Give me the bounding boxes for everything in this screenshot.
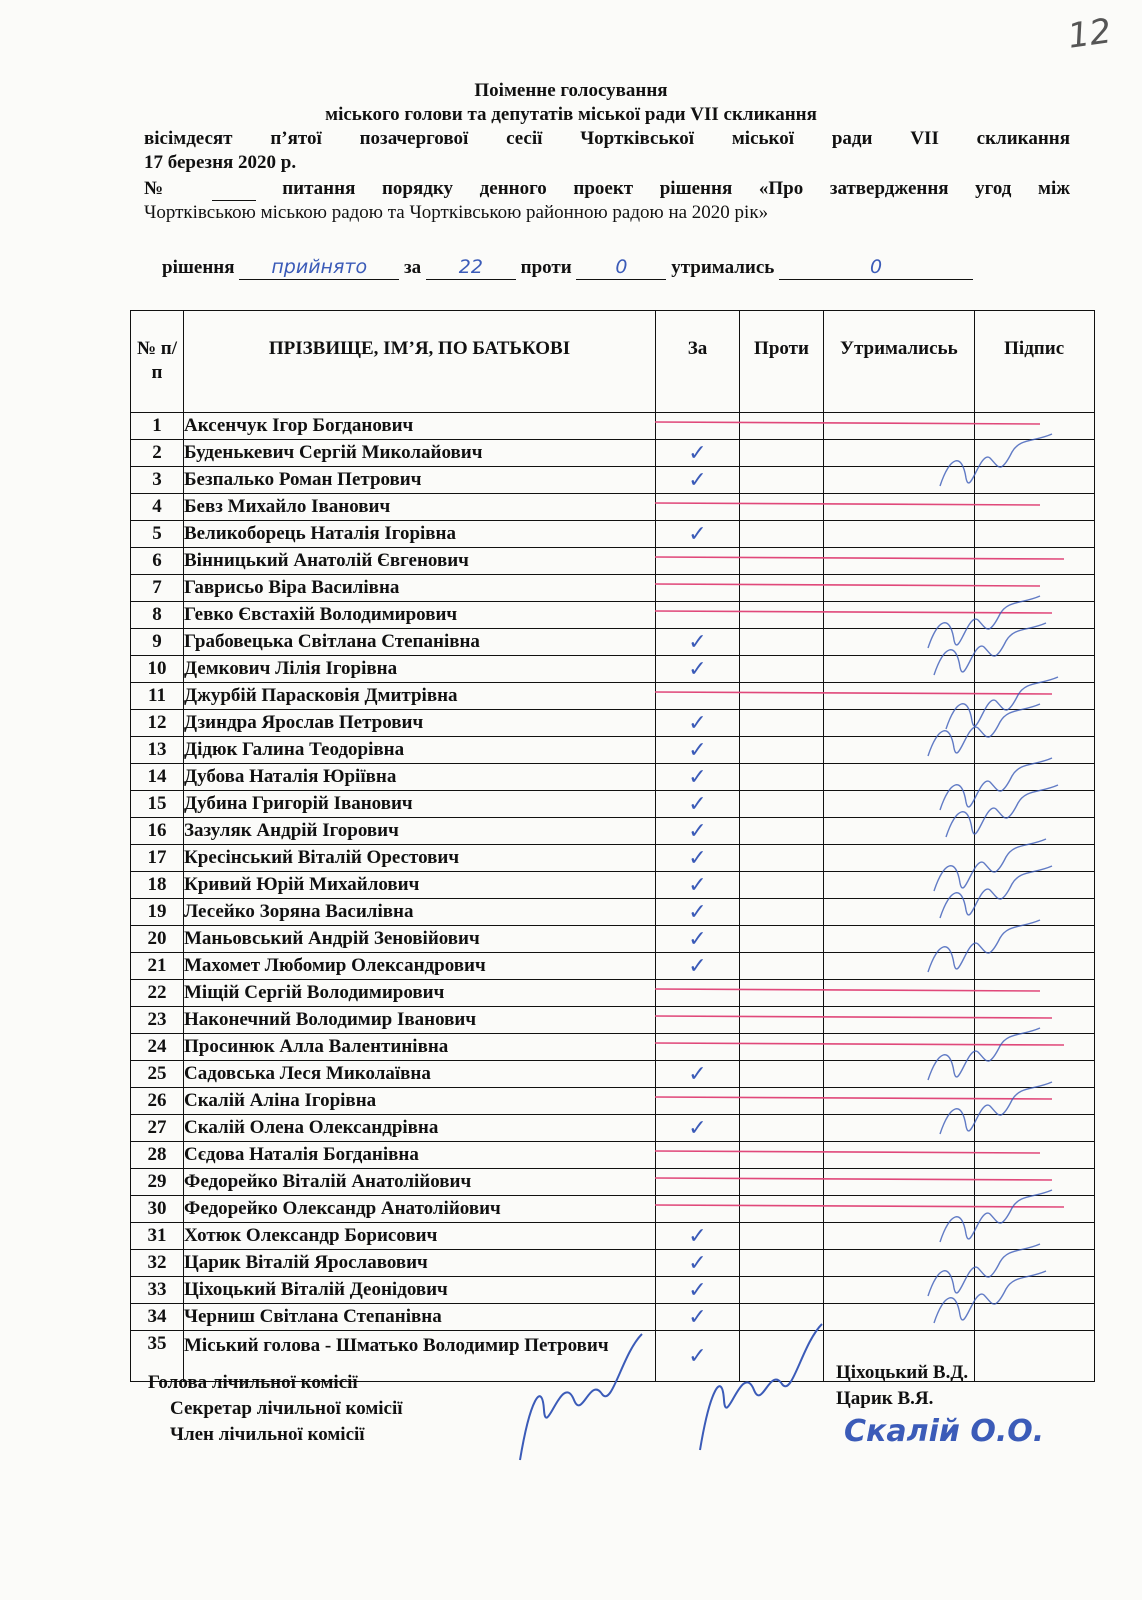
row-number: 4: [131, 494, 184, 521]
signature-cell: [974, 899, 1094, 926]
deputy-name: Великоборець Наталія Ігорівна: [184, 521, 656, 548]
signature-cell: [974, 602, 1094, 629]
secretary-label: Секретар лічильної комісії: [170, 1398, 403, 1419]
vote-for-cell: [656, 1304, 740, 1331]
deputy-name: Федорейко Олександр Анатолійович: [184, 1196, 656, 1223]
table-row: [131, 1061, 1095, 1088]
vote-for-cell: [656, 1169, 740, 1196]
table-row: [131, 980, 1095, 1007]
check-mark-icon: ✓: [688, 1115, 707, 1141]
vote-abstained-cell: [824, 1304, 975, 1331]
row-number: 3: [131, 467, 184, 494]
vote-abstained-cell: [824, 899, 975, 926]
votes-table: [130, 310, 1095, 1382]
check-mark-icon: ✓: [688, 1061, 707, 1087]
check-mark-icon: ✓: [688, 872, 707, 898]
vote-abstained-cell: [824, 1088, 975, 1115]
against-label: проти: [520, 257, 572, 278]
vote-abstained-cell: [824, 926, 975, 953]
deputy-name: Демкович Лілія Ігорівна: [184, 656, 656, 683]
row-number: 26: [131, 1088, 184, 1115]
vote-against-cell: [740, 710, 824, 737]
deputy-name: Просинюк Алла Валентинівна: [184, 1034, 656, 1061]
decision-label: рішення: [162, 257, 235, 278]
vote-abstained-cell: [824, 1115, 975, 1142]
row-number: 18: [131, 872, 184, 899]
check-mark-icon: ✓: [688, 764, 707, 790]
vote-for-cell: [656, 1115, 740, 1142]
deputy-name: Джурбій Парасковія Дмитрівна: [184, 683, 656, 710]
vote-for-cell: [656, 899, 740, 926]
row-number: 19: [131, 899, 184, 926]
table-row: [131, 602, 1095, 629]
vote-for-cell: [656, 710, 740, 737]
signature-cell: [974, 845, 1094, 872]
signature-cell: [974, 440, 1094, 467]
row-number: 23: [131, 1007, 184, 1034]
row-number: 7: [131, 575, 184, 602]
vote-abstained-cell: [824, 656, 975, 683]
deputy-name: Міський голова - Шматько Володимир Петрович: [184, 1331, 656, 1382]
row-number: 13: [131, 737, 184, 764]
signature-cell: [974, 413, 1094, 440]
check-mark-icon: ✓: [688, 818, 707, 844]
abstained-label: утримались: [671, 257, 775, 278]
vote-for-cell: [656, 845, 740, 872]
vote-against-cell: [740, 1304, 824, 1331]
vote-against-cell: [740, 1277, 824, 1304]
vote-abstained-cell: [824, 602, 975, 629]
chair-label: Голова лічильної комісії: [148, 1372, 358, 1393]
row-number: 34: [131, 1304, 184, 1331]
signature-cell: [974, 1142, 1094, 1169]
row-number: 16: [131, 818, 184, 845]
table-row: [131, 1196, 1095, 1223]
vote-for-cell: [656, 440, 740, 467]
vote-against-cell: [740, 1169, 824, 1196]
deputy-name: Дубова Наталія Юріївна: [184, 764, 656, 791]
table-row: [131, 521, 1095, 548]
row-number: 21: [131, 953, 184, 980]
signature-cell: [974, 791, 1094, 818]
deputy-name: Дубина Григорій Іванович: [184, 791, 656, 818]
signature-cell: [974, 737, 1094, 764]
vote-abstained-cell: [824, 1142, 975, 1169]
signature-cell: [974, 1331, 1094, 1382]
agenda-number-blank: [212, 178, 256, 201]
signature-cell: [974, 818, 1094, 845]
check-mark-icon: ✓: [688, 953, 707, 979]
vote-for-cell: [656, 953, 740, 980]
deputy-name: Безпалько Роман Петрович: [184, 467, 656, 494]
deputy-name: Дзиндра Ярослав Петрович: [184, 710, 656, 737]
vote-against-cell: [740, 1115, 824, 1142]
vote-abstained-cell: [824, 1061, 975, 1088]
vote-for-cell: [656, 737, 740, 764]
vote-abstained-cell: [824, 548, 975, 575]
row-number: 33: [131, 1277, 184, 1304]
row-number: 6: [131, 548, 184, 575]
vote-against-cell: [740, 980, 824, 1007]
vote-for-cell: [656, 1277, 740, 1304]
vote-against-cell: [740, 872, 824, 899]
deputy-name: Кресінський Віталій Орестович: [184, 845, 656, 872]
deputy-name: Маньовський Андрій Зеновійович: [184, 926, 656, 953]
vote-for-cell: [656, 926, 740, 953]
vote-for-cell: [656, 683, 740, 710]
deputy-name: Міщій Сергій Володимирович: [184, 980, 656, 1007]
row-number: 20: [131, 926, 184, 953]
signature-cell: [974, 1034, 1094, 1061]
vote-abstained-cell: [824, 710, 975, 737]
deputy-name: Аксенчук Ігор Богданович: [184, 413, 656, 440]
check-mark-icon: ✓: [688, 440, 707, 466]
signature-cell: [974, 953, 1094, 980]
vote-against-cell: [740, 413, 824, 440]
table-row: [131, 818, 1095, 845]
vote-against-cell: [740, 1223, 824, 1250]
agenda-number-label: №: [144, 178, 185, 199]
signature-cell: [974, 629, 1094, 656]
check-mark-icon: ✓: [688, 737, 707, 763]
signature-cell: [974, 872, 1094, 899]
check-mark-icon: ✓: [688, 791, 707, 817]
vote-abstained-cell: [824, 440, 975, 467]
col-signature-header: Підпис: [974, 311, 1094, 413]
vote-abstained-cell: [824, 1223, 975, 1250]
table-row: [131, 1169, 1095, 1196]
vote-for-cell: [656, 764, 740, 791]
table-row: [131, 737, 1095, 764]
table-row: [131, 413, 1095, 440]
agenda-line: [144, 178, 1070, 201]
row-number: 2: [131, 440, 184, 467]
signature-cell: [974, 1061, 1094, 1088]
table-row: [131, 1007, 1095, 1034]
deputy-name: Зазуляк Андрій Ігорович: [184, 818, 656, 845]
table-row: [131, 683, 1095, 710]
table-row: [131, 1088, 1095, 1115]
check-mark-icon: ✓: [688, 926, 707, 952]
row-number: 22: [131, 980, 184, 1007]
table-row: [131, 575, 1095, 602]
chair-name: Ціхоцький В.Д.: [836, 1362, 969, 1383]
deputy-name: Грабовецька Світлана Степанівна: [184, 629, 656, 656]
vote-abstained-cell: [824, 1034, 975, 1061]
table-row: [131, 845, 1095, 872]
row-number: 15: [131, 791, 184, 818]
deputy-name: Гевко Євстахій Володимирович: [184, 602, 656, 629]
vote-for-cell: [656, 1034, 740, 1061]
table-row: [131, 764, 1095, 791]
vote-abstained-cell: [824, 791, 975, 818]
deputy-name: Сєдова Наталія Богданівна: [184, 1142, 656, 1169]
for-value: 22: [458, 256, 483, 278]
deputy-name: Федорейко Віталій Анатолійович: [184, 1169, 656, 1196]
vote-abstained-cell: [824, 1277, 975, 1304]
signature-cell: [974, 1088, 1094, 1115]
vote-against-cell: [740, 521, 824, 548]
vote-for-cell: [656, 791, 740, 818]
check-mark-icon: ✓: [688, 1277, 707, 1303]
for-label: за: [404, 257, 422, 278]
check-mark-icon: ✓: [688, 845, 707, 871]
row-number: 32: [131, 1250, 184, 1277]
row-number: 1: [131, 413, 184, 440]
table-row: [131, 1142, 1095, 1169]
vote-against-cell: [740, 1331, 824, 1382]
deputy-name: Махомет Любомир Олександрович: [184, 953, 656, 980]
vote-against-cell: [740, 818, 824, 845]
vote-abstained-cell: [824, 629, 975, 656]
deputy-name: Бевз Михайло Іванович: [184, 494, 656, 521]
doc-subtitle: міського голови та депутатів міської ради VII скликання: [325, 104, 817, 125]
signature-cell: [974, 1304, 1094, 1331]
vote-for-cell: [656, 872, 740, 899]
table-row: [131, 926, 1095, 953]
vote-for-cell: [656, 1142, 740, 1169]
vote-abstained-cell: [824, 872, 975, 899]
signature-cell: [974, 467, 1094, 494]
table-row: [131, 899, 1095, 926]
col-for-header: За: [656, 311, 740, 413]
vote-against-cell: [740, 1061, 824, 1088]
vote-abstained-cell: [824, 683, 975, 710]
col-number-header: № п/п: [131, 311, 184, 413]
vote-against-cell: [740, 548, 824, 575]
vote-against-cell: [740, 629, 824, 656]
check-mark-icon: ✓: [688, 1250, 707, 1276]
row-number: 25: [131, 1061, 184, 1088]
deputy-name: Скалій Олена Олександрівна: [184, 1115, 656, 1142]
vote-abstained-cell: [824, 845, 975, 872]
vote-for-cell: [656, 602, 740, 629]
deputy-name: Вінницький Анатолій Євгенович: [184, 548, 656, 575]
vote-against-cell: [740, 1034, 824, 1061]
table-row: [131, 791, 1095, 818]
row-number: 24: [131, 1034, 184, 1061]
deputy-name: Хотюк Олександр Борисович: [184, 1223, 656, 1250]
deputy-name: Ціхоцький Віталій Деонідович: [184, 1277, 656, 1304]
vote-against-cell: [740, 575, 824, 602]
vote-abstained-cell: [824, 494, 975, 521]
row-number: 14: [131, 764, 184, 791]
vote-against-cell: [740, 602, 824, 629]
vote-against-cell: [740, 737, 824, 764]
vote-abstained-cell: [824, 818, 975, 845]
signature-cell: [974, 656, 1094, 683]
vote-abstained-cell: [824, 737, 975, 764]
signature-cell: [974, 548, 1094, 575]
signature-cell: [974, 1250, 1094, 1277]
deputy-name: Гаврисьо Віра Василівна: [184, 575, 656, 602]
signature-cell: [974, 980, 1094, 1007]
table-row: [131, 1250, 1095, 1277]
check-mark-icon: ✓: [688, 1223, 707, 1249]
row-number: 9: [131, 629, 184, 656]
table-row: [131, 467, 1095, 494]
signature-cell: [974, 1196, 1094, 1223]
decision-value: прийнято: [271, 256, 368, 278]
result-line: [162, 256, 973, 280]
vote-abstained-cell: [824, 413, 975, 440]
deputy-name: Дідюк Галина Теодорівна: [184, 737, 656, 764]
check-mark-icon: ✓: [688, 467, 707, 493]
vote-for-cell: [656, 818, 740, 845]
vote-for-cell: [656, 1223, 740, 1250]
vote-against-cell: [740, 1250, 824, 1277]
signature-cell: [974, 764, 1094, 791]
vote-against-cell: [740, 683, 824, 710]
vote-against-cell: [740, 1142, 824, 1169]
signature-cell: [974, 1277, 1094, 1304]
row-number: 10: [131, 656, 184, 683]
table-row: [131, 710, 1095, 737]
agenda-text: питання порядку денного проект рішення «Про затвердження угод між: [282, 178, 1071, 199]
vote-abstained-cell: [824, 980, 975, 1007]
deputy-name: Садовська Леся Миколаївна: [184, 1061, 656, 1088]
row-number: 29: [131, 1169, 184, 1196]
vote-for-cell: [656, 1196, 740, 1223]
vote-for-cell: [656, 413, 740, 440]
vote-against-cell: [740, 656, 824, 683]
vote-for-cell: [656, 629, 740, 656]
table-row: [131, 494, 1095, 521]
doc-title: Поіменне голосування: [474, 80, 668, 101]
vote-against-cell: [740, 899, 824, 926]
check-mark-icon: ✓: [688, 710, 707, 736]
vote-abstained-cell: [824, 953, 975, 980]
page-number: 12: [1065, 11, 1114, 57]
vote-abstained-cell: [824, 1007, 975, 1034]
deputy-name: Скалій Аліна Ігорівна: [184, 1088, 656, 1115]
check-mark-icon: ✓: [688, 521, 707, 547]
check-mark-icon: ✓: [688, 656, 707, 682]
vote-against-cell: [740, 845, 824, 872]
vote-against-cell: [740, 440, 824, 467]
vote-abstained-cell: [824, 575, 975, 602]
vote-abstained-cell: [824, 521, 975, 548]
table-row: [131, 872, 1095, 899]
vote-for-cell: [656, 494, 740, 521]
vote-for-cell: [656, 521, 740, 548]
check-mark-icon: ✓: [688, 899, 707, 925]
signature-cell: [974, 575, 1094, 602]
deputy-name: Кривий Юрій Михайлович: [184, 872, 656, 899]
agenda-text-cont: Чортківською міською радою та Чортківською районною радою на 2020 рік»: [144, 202, 769, 223]
vote-for-cell: [656, 980, 740, 1007]
vote-against-cell: [740, 467, 824, 494]
deputy-name: Лесейко Зоряна Василівна: [184, 899, 656, 926]
table-row: [131, 953, 1095, 980]
table-row: [131, 1304, 1095, 1331]
signature-cell: [974, 1169, 1094, 1196]
signature-cell: [974, 494, 1094, 521]
table-row: [131, 629, 1095, 656]
row-number: 35: [131, 1331, 184, 1382]
vote-against-cell: [740, 791, 824, 818]
vote-against-cell: [740, 764, 824, 791]
deputy-name: Черниш Світлана Степанівна: [184, 1304, 656, 1331]
table-header-row: [131, 311, 1095, 413]
check-mark-icon: ✓: [688, 1343, 707, 1369]
vote-for-cell: [656, 548, 740, 575]
against-value: 0: [615, 256, 628, 278]
col-against-header: Проти: [740, 311, 824, 413]
vote-against-cell: [740, 1196, 824, 1223]
vote-abstained-cell: [824, 467, 975, 494]
signature-cell: [974, 683, 1094, 710]
table-row: [131, 1223, 1095, 1250]
row-number: 12: [131, 710, 184, 737]
table-row: [131, 656, 1095, 683]
vote-abstained-cell: [824, 1250, 975, 1277]
signature-cell: [974, 710, 1094, 737]
vote-against-cell: [740, 1088, 824, 1115]
signature-cell: [974, 926, 1094, 953]
row-number: 8: [131, 602, 184, 629]
row-number: 31: [131, 1223, 184, 1250]
table-row: [131, 1115, 1095, 1142]
deputy-name: Царик Віталій Ярославович: [184, 1250, 656, 1277]
row-number: 30: [131, 1196, 184, 1223]
secretary-name: Царик В.Я.: [836, 1388, 934, 1409]
vote-against-cell: [740, 1007, 824, 1034]
row-number: 11: [131, 683, 184, 710]
vote-abstained-cell: [824, 764, 975, 791]
signature-cell: [974, 1007, 1094, 1034]
signature-cell: [974, 1223, 1094, 1250]
vote-for-cell: [656, 575, 740, 602]
deputy-name: Буденькевич Сергій Миколайович: [184, 440, 656, 467]
table-row: [131, 1034, 1095, 1061]
vote-against-cell: [740, 926, 824, 953]
vote-for-cell: [656, 1250, 740, 1277]
row-number: 27: [131, 1115, 184, 1142]
table-row: [131, 1277, 1095, 1304]
col-name-header: ПРІЗВИЩЕ, ІМ’Я, ПО БАТЬКОВІ: [184, 311, 656, 413]
signature-cell: [974, 1115, 1094, 1142]
row-number: 5: [131, 521, 184, 548]
deputy-name: Наконечний Володимир Іванович: [184, 1007, 656, 1034]
session-date: 17 березня 2020 р.: [144, 152, 297, 173]
vote-against-cell: [740, 494, 824, 521]
row-number: 17: [131, 845, 184, 872]
vote-for-cell: [656, 1007, 740, 1034]
abstained-value: 0: [870, 256, 883, 278]
vote-for-cell: [656, 467, 740, 494]
signature-cell: [974, 521, 1094, 548]
session-line: вісімдесят п’ятої позачергової сесії Чортківської міської ради VII скликання: [144, 128, 1070, 149]
vote-abstained-cell: [824, 1169, 975, 1196]
member-label: Член лічильної комісії: [170, 1424, 365, 1445]
member-name-handwritten: Скалій О.О.: [844, 1414, 1045, 1449]
row-number: 28: [131, 1142, 184, 1169]
vote-abstained-cell: [824, 1196, 975, 1223]
check-mark-icon: ✓: [688, 1304, 707, 1330]
vote-for-cell: [656, 656, 740, 683]
vote-for-cell: [656, 1331, 740, 1382]
table-row: [131, 440, 1095, 467]
table-row: [131, 548, 1095, 575]
vote-for-cell: [656, 1088, 740, 1115]
vote-for-cell: [656, 1061, 740, 1088]
col-abstained-header: Утрималисьь: [824, 311, 975, 413]
vote-against-cell: [740, 953, 824, 980]
check-mark-icon: ✓: [688, 629, 707, 655]
